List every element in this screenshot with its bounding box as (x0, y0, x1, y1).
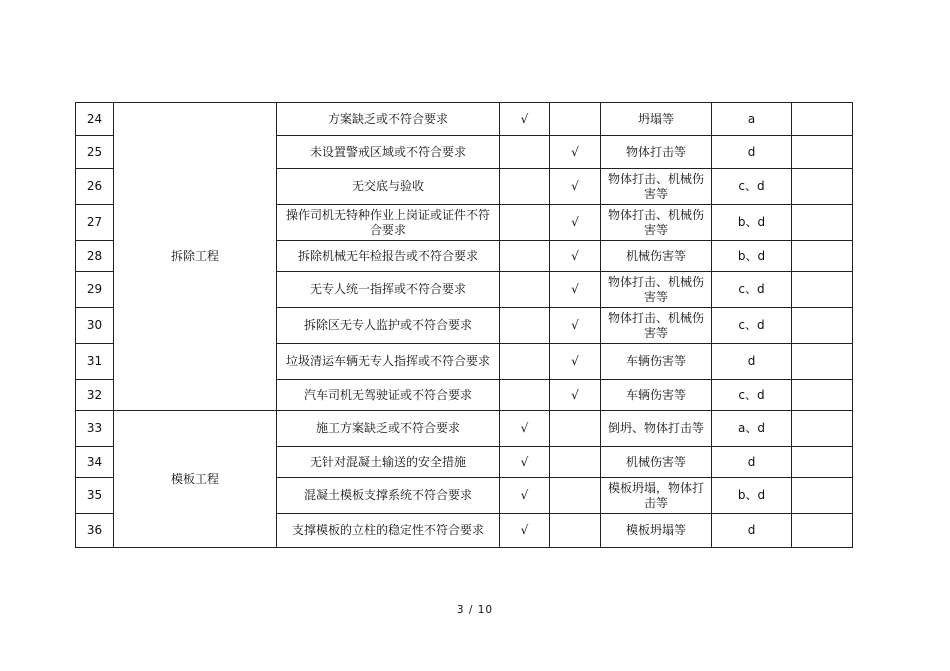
accident-type-cell: 模板坍塌，物体打击等 (601, 478, 712, 514)
hazard-table (75, 102, 853, 548)
risk-level-cell: b、d (712, 478, 792, 514)
accident-type-cell: 机械伤害等 (601, 447, 712, 478)
row-number-cell: 24 (76, 103, 114, 136)
empty-cell (792, 241, 853, 272)
empty-cell (792, 380, 853, 411)
accident-type-cell: 车辆伤害等 (601, 380, 712, 411)
risk-level-cell: c、d (712, 380, 792, 411)
risk-level-cell: c、d (712, 169, 792, 205)
accident-type-cell: 车辆伤害等 (601, 344, 712, 380)
hazard-description-cell: 方案缺乏或不符合要求 (277, 103, 500, 136)
check-column-a-cell: √ (500, 411, 550, 447)
check-column-b-cell (550, 514, 601, 548)
row-number-cell: 25 (76, 136, 114, 169)
accident-type-cell: 模板坍塌等 (601, 514, 712, 548)
empty-cell (792, 308, 853, 344)
risk-level-cell: a、d (712, 411, 792, 447)
row-number-cell: 34 (76, 447, 114, 478)
check-column-a-cell: √ (500, 514, 550, 548)
empty-cell (792, 103, 853, 136)
table-row (76, 411, 853, 447)
hazard-description-cell: 未设置警戒区域或不符合要求 (277, 136, 500, 169)
accident-type-cell: 物体打击等 (601, 136, 712, 169)
check-column-a-cell (500, 380, 550, 411)
category-cell: 拆除工程 (114, 103, 277, 411)
empty-cell (792, 447, 853, 478)
row-number-cell: 29 (76, 272, 114, 308)
accident-type-cell: 坍塌等 (601, 103, 712, 136)
empty-cell (792, 205, 853, 241)
hazard-description-cell: 混凝土模板支撑系统不符合要求 (277, 478, 500, 514)
hazard-description-cell: 无专人统一指挥或不符合要求 (277, 272, 500, 308)
check-column-a-cell: √ (500, 103, 550, 136)
accident-type-cell: 倒坍、物体打击等 (601, 411, 712, 447)
risk-level-cell: c、d (712, 272, 792, 308)
hazard-description-cell: 无交底与验收 (277, 169, 500, 205)
check-column-a-cell (500, 169, 550, 205)
accident-type-cell: 物体打击、机械伤害等 (601, 272, 712, 308)
empty-cell (792, 136, 853, 169)
row-number-cell: 26 (76, 169, 114, 205)
check-column-b-cell: √ (550, 241, 601, 272)
hazard-description-cell: 支撑模板的立柱的稳定性不符合要求 (277, 514, 500, 548)
empty-cell (792, 478, 853, 514)
check-column-a-cell (500, 344, 550, 380)
empty-cell (792, 169, 853, 205)
check-column-b-cell (550, 103, 601, 136)
risk-level-cell: d (712, 514, 792, 548)
empty-cell (792, 514, 853, 548)
risk-level-cell: a (712, 103, 792, 136)
row-number-cell: 31 (76, 344, 114, 380)
check-column-a-cell (500, 308, 550, 344)
risk-level-cell: b、d (712, 205, 792, 241)
table-row (76, 103, 853, 136)
hazard-description-cell: 拆除区无专人监护或不符合要求 (277, 308, 500, 344)
check-column-b-cell: √ (550, 308, 601, 344)
check-column-b-cell: √ (550, 136, 601, 169)
hazard-description-cell: 操作司机无特种作业上岗证或证件不符合要求 (277, 205, 500, 241)
check-column-b-cell: √ (550, 272, 601, 308)
check-column-a-cell (500, 136, 550, 169)
row-number-cell: 35 (76, 478, 114, 514)
category-cell: 模板工程 (114, 411, 277, 548)
check-column-b-cell (550, 411, 601, 447)
risk-level-cell: d (712, 447, 792, 478)
hazard-description-cell: 垃圾清运车辆无专人指挥或不符合要求 (277, 344, 500, 380)
row-number-cell: 36 (76, 514, 114, 548)
risk-level-cell: b、d (712, 241, 792, 272)
risk-level-cell: c、d (712, 308, 792, 344)
check-column-a-cell (500, 241, 550, 272)
hazard-description-cell: 施工方案缺乏或不符合要求 (277, 411, 500, 447)
check-column-b-cell (550, 478, 601, 514)
hazard-table-body (76, 103, 853, 548)
row-number-cell: 28 (76, 241, 114, 272)
page-indicator: 3 / 10 (456, 604, 494, 616)
accident-type-cell: 物体打击、机械伤害等 (601, 169, 712, 205)
check-column-b-cell: √ (550, 344, 601, 380)
check-column-a-cell: √ (500, 478, 550, 514)
row-number-cell: 30 (76, 308, 114, 344)
row-number-cell: 27 (76, 205, 114, 241)
hazard-description-cell: 拆除机械无年检报告或不符合要求 (277, 241, 500, 272)
check-column-a-cell: √ (500, 447, 550, 478)
hazard-description-cell: 汽车司机无驾驶证或不符合要求 (277, 380, 500, 411)
hazard-description-cell: 无针对混凝土输送的安全措施 (277, 447, 500, 478)
accident-type-cell: 物体打击、机械伤害等 (601, 205, 712, 241)
check-column-b-cell (550, 447, 601, 478)
accident-type-cell: 机械伤害等 (601, 241, 712, 272)
check-column-a-cell (500, 205, 550, 241)
check-column-b-cell: √ (550, 380, 601, 411)
empty-cell (792, 411, 853, 447)
check-column-b-cell: √ (550, 205, 601, 241)
empty-cell (792, 272, 853, 308)
check-column-b-cell: √ (550, 169, 601, 205)
accident-type-cell: 物体打击、机械伤害等 (601, 308, 712, 344)
row-number-cell: 33 (76, 411, 114, 447)
row-number-cell: 32 (76, 380, 114, 411)
risk-level-cell: d (712, 136, 792, 169)
risk-level-cell: d (712, 344, 792, 380)
empty-cell (792, 344, 853, 380)
check-column-a-cell (500, 272, 550, 308)
